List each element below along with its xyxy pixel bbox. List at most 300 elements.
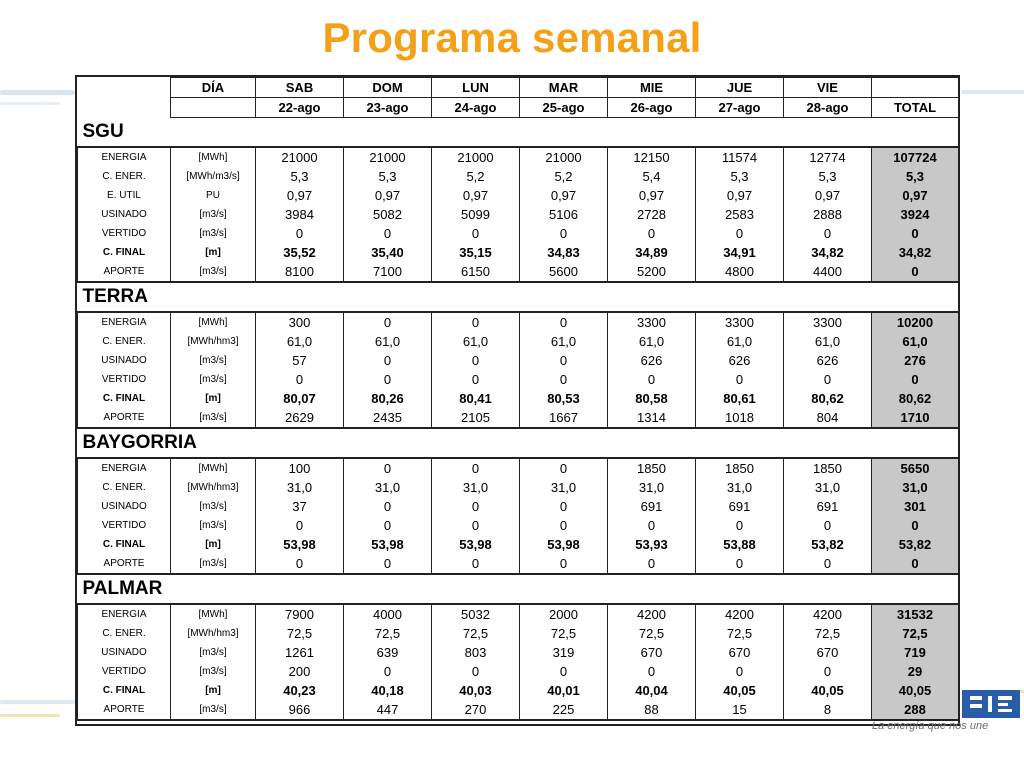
table-row [78,624,959,643]
value-cell: 31,0 [784,478,872,497]
value-cell: 61,0 [256,332,344,351]
value-cell: 0 [520,554,608,574]
row-unit: [m3/s] [171,205,256,224]
value-cell: 34,82 [784,243,872,262]
row-label: ENERGIA [78,604,171,624]
value-cell: 0,97 [256,186,344,205]
value-cell: 1850 [784,458,872,478]
background-stripe [0,700,75,704]
table-row [78,147,959,167]
value-cell: 0 [696,224,784,243]
table-row [78,205,959,224]
row-label: C. FINAL [78,243,171,262]
value-cell: 5099 [432,205,520,224]
value-cell: 5,3 [344,167,432,186]
total-cell: 61,0 [872,332,959,351]
row-label: ENERGIA [78,312,171,332]
value-cell: 72,5 [344,624,432,643]
value-cell: 80,62 [784,389,872,408]
value-cell: 37 [256,497,344,516]
value-cell: 61,0 [784,332,872,351]
value-cell: 0 [344,370,432,389]
value-cell: 0 [784,662,872,681]
row-unit: [m] [171,535,256,554]
value-cell: 0 [784,554,872,574]
value-cell: 0 [608,370,696,389]
row-label: USINADO [78,205,171,224]
row-label: VERTIDO [78,662,171,681]
background-stripe [0,102,60,105]
value-cell: 4000 [344,604,432,624]
total-cell: 1710 [872,408,959,428]
value-cell: 0 [608,516,696,535]
row-unit: [m3/s] [171,408,256,428]
value-cell: 0 [344,497,432,516]
value-cell: 5600 [520,262,608,282]
value-cell: 31,0 [432,478,520,497]
row-unit: [MWh/hm3] [171,478,256,497]
total-cell: 0 [872,262,959,282]
header-day-name: VIE [784,78,872,98]
value-cell: 8 [784,700,872,720]
value-cell: 4200 [696,604,784,624]
value-cell: 1850 [608,458,696,478]
row-label: APORTE [78,554,171,574]
row-unit: [m3/s] [171,262,256,282]
value-cell: 0,97 [432,186,520,205]
total-cell: 40,05 [872,681,959,700]
row-label: C. FINAL [78,535,171,554]
value-cell: 15 [696,700,784,720]
value-cell: 3984 [256,205,344,224]
value-cell: 72,5 [608,624,696,643]
value-cell: 300 [256,312,344,332]
total-cell: 5,3 [872,167,959,186]
row-unit: [m3/s] [171,351,256,370]
value-cell: 1850 [696,458,784,478]
value-cell: 40,03 [432,681,520,700]
value-cell: 53,88 [696,535,784,554]
value-cell: 0 [344,312,432,332]
row-label: ENERGIA [78,458,171,478]
value-cell: 5106 [520,205,608,224]
total-cell: 34,82 [872,243,959,262]
value-cell: 0 [344,224,432,243]
value-cell: 0 [520,516,608,535]
value-cell: 0 [344,516,432,535]
table-row [78,643,959,662]
total-cell: 719 [872,643,959,662]
section-title: TERRA [82,286,148,307]
value-cell: 72,5 [696,624,784,643]
value-cell: 4200 [608,604,696,624]
total-cell: 31,0 [872,478,959,497]
value-cell: 72,5 [784,624,872,643]
value-cell: 0,97 [520,186,608,205]
row-label: APORTE [78,262,171,282]
value-cell: 3300 [608,312,696,332]
value-cell: 6150 [432,262,520,282]
value-cell: 670 [608,643,696,662]
row-unit: [m3/s] [171,554,256,574]
table-row [78,554,959,574]
value-cell: 0 [784,516,872,535]
value-cell: 1667 [520,408,608,428]
row-label: C. ENER. [78,332,171,351]
background-stripe [962,90,1024,94]
row-unit: [m] [171,243,256,262]
value-cell: 0 [432,351,520,370]
value-cell: 88 [608,700,696,720]
total-cell: 72,5 [872,624,959,643]
value-cell: 31,0 [344,478,432,497]
value-cell: 72,5 [256,624,344,643]
value-cell: 61,0 [432,332,520,351]
row-label: VERTIDO [78,516,171,535]
table-row [78,370,959,389]
value-cell: 0 [344,458,432,478]
value-cell: 21000 [432,147,520,167]
value-cell: 0 [520,370,608,389]
header-row-days [78,78,959,98]
header-day-name: DOM [344,78,432,98]
table-row [78,167,959,186]
row-unit: [m3/s] [171,643,256,662]
total-cell: 301 [872,497,959,516]
value-cell: 1314 [608,408,696,428]
header-day-date: 22-ago [256,98,344,118]
company-slogan: La energía que nos une [872,720,989,732]
value-cell: 31,0 [520,478,608,497]
value-cell: 0 [256,370,344,389]
header-day-name: MIE [608,78,696,98]
row-label: E. UTIL [78,186,171,205]
value-cell: 5,3 [256,167,344,186]
value-cell: 40,04 [608,681,696,700]
header-day-date: 24-ago [432,98,520,118]
value-cell: 53,98 [256,535,344,554]
value-cell: 80,26 [344,389,432,408]
value-cell: 31,0 [696,478,784,497]
section-header-row [78,574,959,604]
total-cell: 3924 [872,205,959,224]
header-day-name: MAR [520,78,608,98]
header-day-date: 27-ago [696,98,784,118]
value-cell: 35,52 [256,243,344,262]
value-cell: 2888 [784,205,872,224]
value-cell: 0 [432,554,520,574]
value-cell: 2105 [432,408,520,428]
value-cell: 100 [256,458,344,478]
row-unit: PU [171,186,256,205]
table-row [78,604,959,624]
value-cell: 2583 [696,205,784,224]
row-label: C. FINAL [78,389,171,408]
value-cell: 11574 [696,147,784,167]
total-cell: 10200 [872,312,959,332]
background-stripe [0,90,75,95]
section-title: SGU [82,121,124,142]
value-cell: 0 [256,224,344,243]
value-cell: 0 [784,370,872,389]
value-cell: 40,05 [784,681,872,700]
value-cell: 72,5 [520,624,608,643]
value-cell: 691 [608,497,696,516]
value-cell: 5,3 [784,167,872,186]
value-cell: 4400 [784,262,872,282]
value-cell: 80,41 [432,389,520,408]
value-cell: 803 [432,643,520,662]
value-cell: 0 [696,370,784,389]
value-cell: 5200 [608,262,696,282]
value-cell: 35,40 [344,243,432,262]
value-cell: 72,5 [432,624,520,643]
header-total-label: TOTAL [872,98,959,118]
value-cell: 2000 [520,604,608,624]
value-cell: 804 [784,408,872,428]
value-cell: 0 [608,554,696,574]
value-cell: 31,0 [608,478,696,497]
value-cell: 3300 [784,312,872,332]
header-day-name: LUN [432,78,520,98]
value-cell: 21000 [344,147,432,167]
row-label: ENERGIA [78,147,171,167]
value-cell: 21000 [256,147,344,167]
value-cell: 1261 [256,643,344,662]
table-row [78,681,959,700]
header-empty-cell [78,78,171,118]
value-cell: 0 [432,662,520,681]
table-row [78,700,959,720]
value-cell: 626 [696,351,784,370]
header-row-dates [78,98,959,118]
total-cell: 0 [872,554,959,574]
header-day-date: 28-ago [784,98,872,118]
value-cell: 319 [520,643,608,662]
value-cell: 5,3 [696,167,784,186]
total-cell: 0,97 [872,186,959,205]
background-stripe [0,714,60,717]
row-unit: [MWh] [171,147,256,167]
value-cell: 5082 [344,205,432,224]
value-cell: 0 [256,554,344,574]
value-cell: 0 [608,662,696,681]
value-cell: 80,53 [520,389,608,408]
total-cell: 53,82 [872,535,959,554]
value-cell: 53,93 [608,535,696,554]
value-cell: 0 [520,312,608,332]
value-cell: 80,61 [696,389,784,408]
section-header-row [78,282,959,312]
value-cell: 0 [696,554,784,574]
value-cell: 53,82 [784,535,872,554]
value-cell: 35,15 [432,243,520,262]
table-row [78,497,959,516]
value-cell: 31,0 [256,478,344,497]
row-unit: [m] [171,389,256,408]
value-cell: 225 [520,700,608,720]
row-label: USINADO [78,351,171,370]
value-cell: 61,0 [696,332,784,351]
header-day-name: JUE [696,78,784,98]
value-cell: 4200 [784,604,872,624]
value-cell: 691 [784,497,872,516]
total-cell: 29 [872,662,959,681]
value-cell: 3300 [696,312,784,332]
value-cell: 40,23 [256,681,344,700]
table-row [78,332,959,351]
row-label: C. ENER. [78,167,171,186]
row-unit: [m3/s] [171,516,256,535]
value-cell: 0 [432,224,520,243]
table-row [78,478,959,497]
value-cell: 0 [520,662,608,681]
total-cell: 276 [872,351,959,370]
section-header-row [78,118,959,148]
value-cell: 34,91 [696,243,784,262]
value-cell: 5,2 [520,167,608,186]
value-cell: 0 [344,554,432,574]
row-unit: [MWh] [171,604,256,624]
value-cell: 5,2 [432,167,520,186]
value-cell: 2728 [608,205,696,224]
row-label: APORTE [78,408,171,428]
value-cell: 0 [520,351,608,370]
value-cell: 8100 [256,262,344,282]
header-date-blank [171,98,256,118]
value-cell: 626 [608,351,696,370]
value-cell: 34,83 [520,243,608,262]
total-cell: 0 [872,516,959,535]
section-title: PALMAR [82,578,163,599]
value-cell: 80,58 [608,389,696,408]
total-cell: 5650 [872,458,959,478]
total-cell: 0 [872,224,959,243]
value-cell: 0 [696,516,784,535]
value-cell: 0,97 [784,186,872,205]
table-row [78,535,959,554]
row-unit: [m] [171,681,256,700]
row-unit: [MWh] [171,458,256,478]
weekly-program-table [75,75,960,726]
value-cell: 53,98 [432,535,520,554]
value-cell: 21000 [520,147,608,167]
row-unit: [m3/s] [171,497,256,516]
value-cell: 4800 [696,262,784,282]
value-cell: 691 [696,497,784,516]
value-cell: 0 [520,458,608,478]
row-unit: [MWh] [171,312,256,332]
total-cell: 0 [872,370,959,389]
table-row [78,408,959,428]
value-cell: 626 [784,351,872,370]
value-cell: 0 [520,497,608,516]
value-cell: 447 [344,700,432,720]
value-cell: 53,98 [344,535,432,554]
row-label: USINADO [78,497,171,516]
header-day-date: 26-ago [608,98,696,118]
value-cell: 34,89 [608,243,696,262]
value-cell: 61,0 [520,332,608,351]
row-label: USINADO [78,643,171,662]
value-cell: 0 [520,224,608,243]
value-cell: 0 [432,458,520,478]
row-label: C. FINAL [78,681,171,700]
value-cell: 0 [784,224,872,243]
row-label: VERTIDO [78,370,171,389]
value-cell: 270 [432,700,520,720]
value-cell: 0 [608,224,696,243]
value-cell: 966 [256,700,344,720]
section-title: BAYGORRIA [82,432,197,453]
value-cell: 40,05 [696,681,784,700]
value-cell: 61,0 [344,332,432,351]
value-cell: 0,97 [344,186,432,205]
row-label: C. ENER. [78,478,171,497]
value-cell: 40,01 [520,681,608,700]
value-cell: 0,97 [608,186,696,205]
row-label: VERTIDO [78,224,171,243]
total-cell: 31532 [872,604,959,624]
value-cell: 0 [432,370,520,389]
value-cell: 80,07 [256,389,344,408]
total-cell: 80,62 [872,389,959,408]
value-cell: 0 [256,516,344,535]
table-row [78,389,959,408]
value-cell: 0 [432,516,520,535]
header-day-date: 25-ago [520,98,608,118]
value-cell: 670 [696,643,784,662]
header-day-label: DÍA [171,78,256,98]
value-cell: 0 [344,351,432,370]
row-label: APORTE [78,700,171,720]
total-cell: 107724 [872,147,959,167]
value-cell: 0 [696,662,784,681]
value-cell: 12150 [608,147,696,167]
value-cell: 7900 [256,604,344,624]
value-cell: 1018 [696,408,784,428]
table-row [78,662,959,681]
row-unit: [m3/s] [171,662,256,681]
header-day-name: SAB [256,78,344,98]
value-cell: 2435 [344,408,432,428]
page-title: Programa semanal [322,14,702,61]
section-header-row [78,428,959,458]
row-unit: [m3/s] [171,700,256,720]
row-unit: [MWh/hm3] [171,624,256,643]
table-row [78,351,959,370]
value-cell: 61,0 [608,332,696,351]
table-row [78,516,959,535]
value-cell: 200 [256,662,344,681]
value-cell: 670 [784,643,872,662]
table-row [78,312,959,332]
total-cell: 288 [872,700,959,720]
row-unit: [MWh/hm3] [171,332,256,351]
row-unit: [m3/s] [171,224,256,243]
value-cell: 40,18 [344,681,432,700]
value-cell: 7100 [344,262,432,282]
table-row [78,243,959,262]
value-cell: 12774 [784,147,872,167]
value-cell: 5032 [432,604,520,624]
table-row [78,262,959,282]
row-unit: [MWh/m3/s] [171,167,256,186]
row-unit: [m3/s] [171,370,256,389]
header-day-date: 23-ago [344,98,432,118]
table-row [78,458,959,478]
table-row [78,224,959,243]
